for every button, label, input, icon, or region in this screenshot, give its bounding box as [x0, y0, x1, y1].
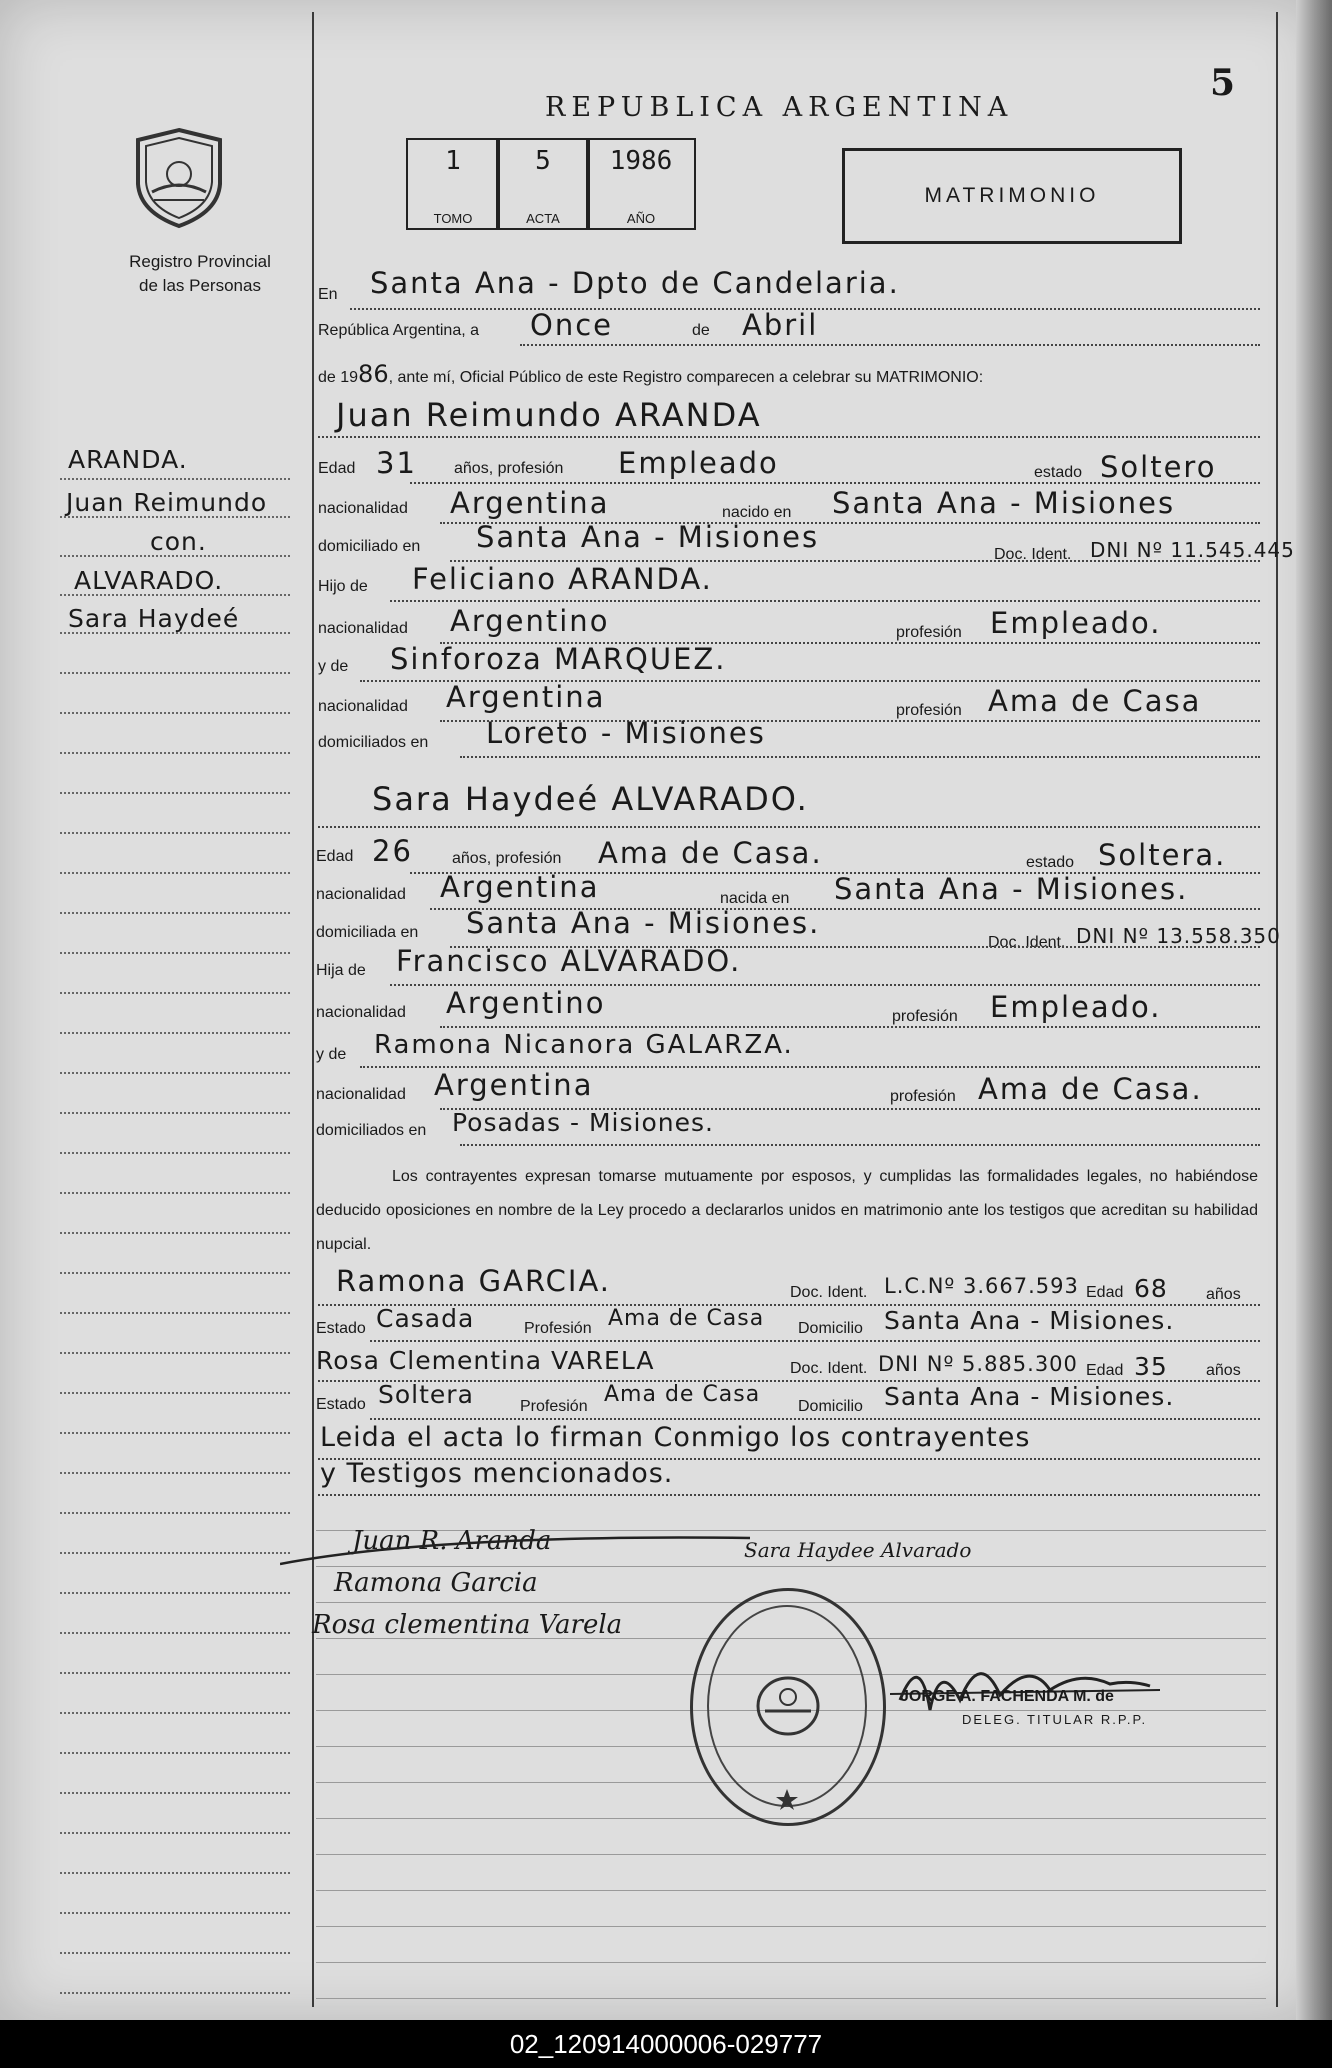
groom-father-nationality: Argentino: [450, 604, 610, 638]
page-number: 5: [1210, 62, 1236, 104]
country-title: REPUBLICA ARGENTINA: [545, 92, 1014, 123]
bride-status: Soltera.: [1098, 838, 1227, 872]
bride-address: Santa Ana - Misiones.: [466, 906, 821, 940]
right-border: [1276, 12, 1278, 2007]
groom-status: Soltero: [1100, 450, 1217, 484]
official-name: JORGE A. FACHENDA M. de: [900, 1688, 1114, 1705]
bride-mother-nationality: Argentina: [434, 1068, 594, 1102]
witness1-status: Casada: [376, 1304, 475, 1333]
registry-name: Registro Provincial de las Personas: [129, 252, 271, 295]
acta-box: 5 ACTA: [496, 138, 590, 230]
bride-nationality: Argentina: [440, 870, 600, 904]
witness1-profession: Ama de Casa: [608, 1306, 765, 1331]
margin-note: Juan Reimundo: [66, 488, 268, 517]
witness2-address: Santa Ana - Misiones.: [884, 1382, 1175, 1411]
witness2-signature: Rosa clementina Varela: [312, 1610, 623, 1640]
groom-birthplace: Santa Ana - Misiones: [832, 486, 1176, 520]
witness1-doc: L.C.Nº 3.667.593: [884, 1274, 1079, 1298]
margin-note: ARANDA.: [68, 445, 188, 474]
witness2-doc: DNI Nº 5.885.300: [878, 1352, 1078, 1376]
witness1-signature: Ramona Garcia: [334, 1568, 538, 1598]
ano-box: 1986 AÑO: [586, 138, 696, 230]
bride-father-nationality: Argentino: [446, 986, 606, 1020]
margin-note: Sara Haydeé: [68, 604, 240, 633]
coat-of-arms-icon: [753, 1671, 823, 1741]
witness2-profession: Ama de Casa: [604, 1382, 761, 1407]
witness1-address: Santa Ana - Misiones.: [884, 1306, 1175, 1335]
bride-profession: Ama de Casa.: [598, 836, 823, 870]
witness2-status: Soltera: [378, 1380, 474, 1409]
groom-father: Feliciano ARANDA.: [412, 562, 713, 596]
act-type-box: MATRIMONIO: [842, 148, 1182, 244]
place-value: Santa Ana - Dpto de Candelaria.: [370, 266, 900, 300]
bride-father: Francisco ALVARADO.: [396, 944, 742, 978]
file-id-footer: 02_120914000006-029777: [0, 2020, 1332, 2068]
groom-father-profession: Empleado.: [990, 606, 1162, 640]
closing-line: Leida el acta lo firman Conmigo los contrayentes: [320, 1422, 1031, 1453]
groom-parents-address: Loreto - Misiones: [486, 716, 766, 750]
groom-signature: Juan R. Aranda: [352, 1526, 552, 1556]
bride-birthplace: Santa Ana - Misiones.: [834, 872, 1189, 906]
witness2-name: Rosa Clementina VARELA: [316, 1346, 655, 1375]
groom-address: Santa Ana - Misiones: [476, 520, 820, 554]
groom-mother-nationality: Argentina: [446, 680, 606, 714]
groom-nationality: Argentina: [450, 486, 610, 520]
bride-age: 26: [372, 834, 413, 868]
bride-mother: Ramona Nicanora GALARZA.: [374, 1030, 794, 1060]
closing-line: y Testigos mencionados.: [320, 1458, 674, 1489]
groom-doc: DNI Nº 11.545.445: [1090, 538, 1295, 562]
tomo-box: 1 TOMO: [406, 138, 500, 230]
margin-note: con.: [150, 527, 207, 556]
groom-mother: Sinforoza MARQUEZ.: [390, 642, 727, 676]
bride-name: Sara Haydeé ALVARADO.: [372, 780, 809, 818]
margin-divider: [312, 12, 314, 2007]
bride-parents-address: Posadas - Misiones.: [452, 1108, 714, 1137]
page-edge: [1296, 0, 1332, 2020]
bride-father-profession: Empleado.: [990, 990, 1162, 1024]
groom-name: Juan Reimundo ARANDA: [336, 396, 762, 434]
signature-stroke-icon: [280, 1530, 760, 1570]
day-value: Once: [530, 308, 613, 342]
provincial-seal-icon: [128, 126, 230, 230]
witness1-name: Ramona GARCIA.: [336, 1264, 612, 1298]
witness1-age: 68: [1134, 1274, 1168, 1303]
witness2-age: 35: [1134, 1352, 1168, 1381]
groom-profession: Empleado: [618, 446, 779, 480]
bride-mother-profession: Ama de Casa.: [978, 1072, 1203, 1106]
official-title: DELEG. TITULAR R.P.P.: [962, 1712, 1148, 1727]
bride-doc: DNI Nº 13.558.350: [1076, 924, 1281, 948]
groom-age: 31: [376, 446, 417, 480]
star-icon: [775, 1787, 799, 1811]
date-line: de 1986, ante mí, Oficial Público de este Registro comparecen a celebrar su MATRIMONIO:: [318, 360, 984, 388]
official-stamp: [690, 1588, 886, 1826]
month-value: Abril: [742, 308, 819, 342]
bride-signature: Sara Haydee Alvarado: [744, 1538, 972, 1562]
margin-note: ALVARADO.: [74, 566, 224, 595]
declaration-text: Los contrayentes expresan tomarse mutuamente por esposos, y cumplidas las formalidades legales, no habiéndose deducido oposiciones en nombre de la Ley procedo a declararlos unidos en matrimonio ante los testigos que acreditan su habilidad nupcial.: [316, 1168, 1258, 1253]
groom-mother-profession: Ama de Casa: [988, 684, 1202, 718]
